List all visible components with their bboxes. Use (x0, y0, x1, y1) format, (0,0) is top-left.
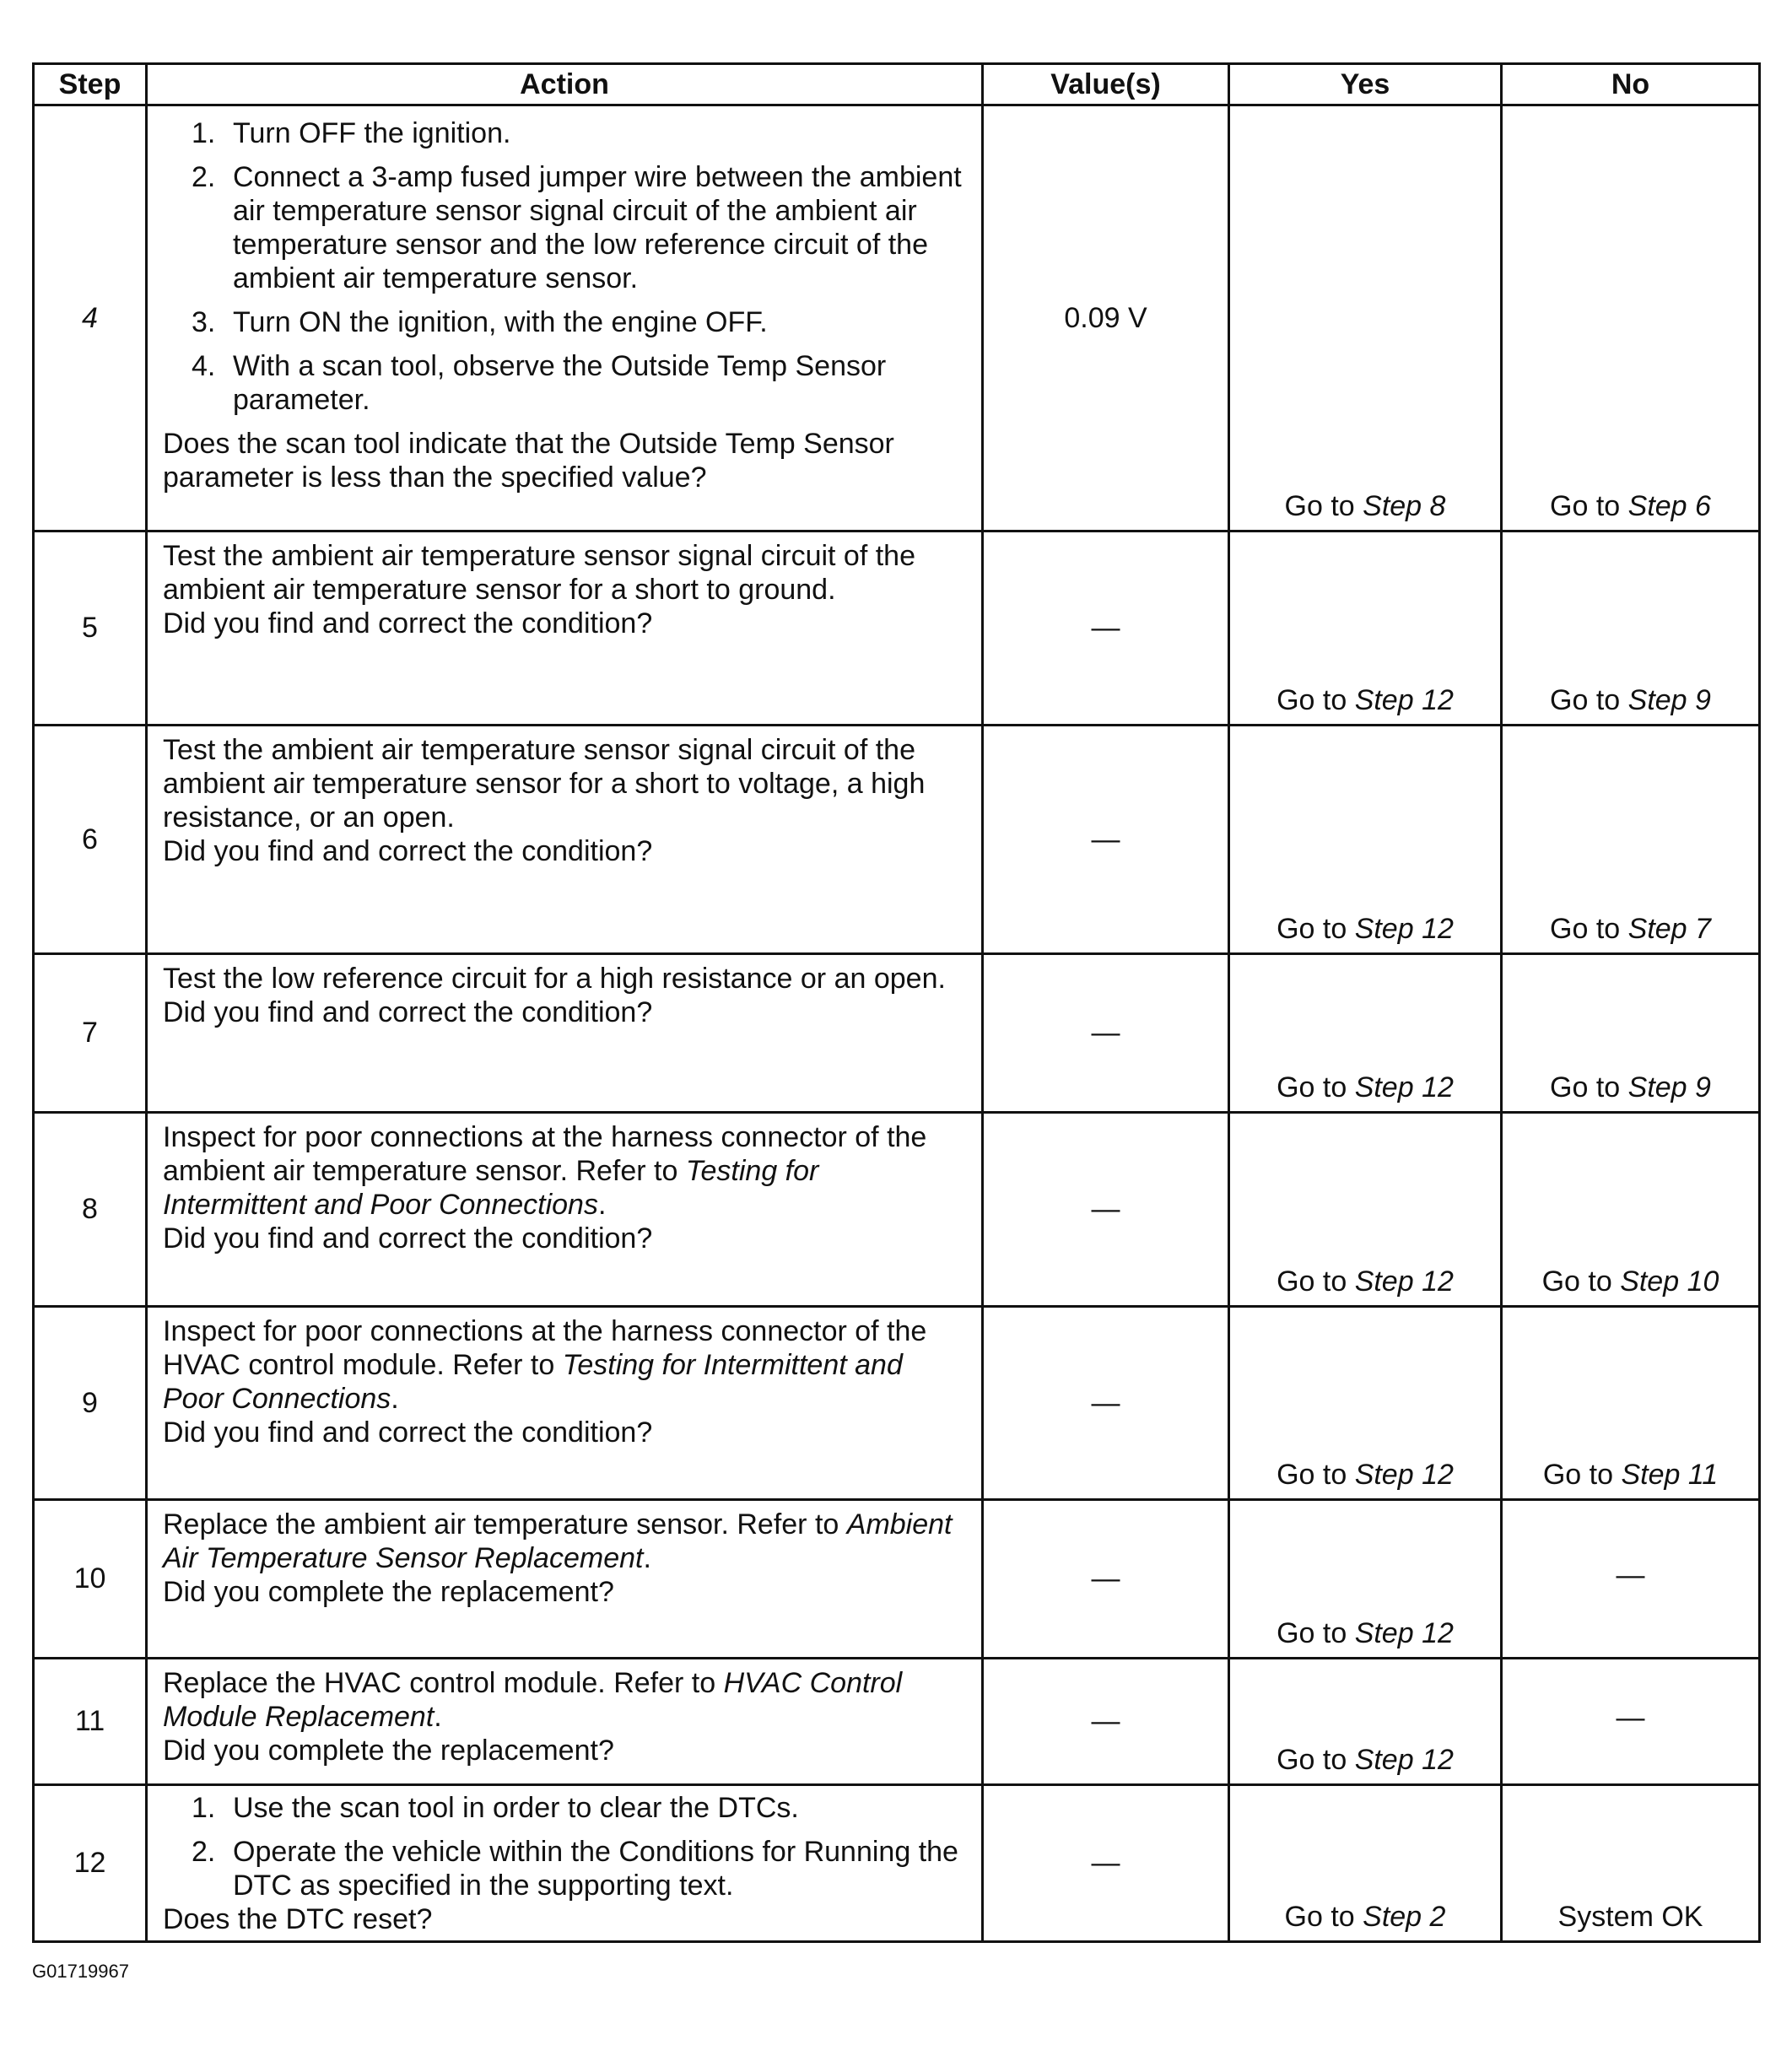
reference-link-text: Testing for Intermittent and Poor Connections (163, 1349, 903, 1415)
no-cell: — (1502, 1659, 1760, 1785)
action-cell (147, 1785, 983, 1942)
action-question: Does the scan tool indicate that the Outside Temp Sensor parameter is less than the specified value? (163, 428, 894, 494)
no-cell: Go to Step 10 (1502, 1113, 1760, 1307)
reference-link-text: HVAC Control Module Replacement (163, 1667, 903, 1733)
action-question: Did you find and correct the condition? (163, 1222, 653, 1255)
action-question: Did you find and correct the condition? (163, 835, 653, 867)
step-number: 12 (34, 1785, 147, 1942)
action-cell (147, 726, 983, 954)
list-item: 1. Turn OFF the ignition. (192, 117, 511, 149)
yes-cell: Go to Step 12 (1229, 1307, 1502, 1500)
step-number: 4 (34, 105, 147, 531)
no-cell: — (1502, 1500, 1760, 1659)
table-row (34, 1307, 1760, 1500)
step-number: 6 (34, 726, 147, 954)
no-cell: Go to Step 6 (1502, 105, 1760, 531)
action-cell (147, 105, 983, 531)
yes-cell: Go to Step 12 (1229, 1500, 1502, 1659)
action-text: Replace the HVAC control module. Refer to HVAC Control Module Replacement. (163, 1667, 903, 1733)
no-cell: Go to Step 11 (1502, 1307, 1760, 1500)
action-text: Test the low reference circuit for a high resistance or an open. (163, 963, 946, 995)
value-cell: — (983, 1113, 1229, 1307)
action-text: Inspect for poor connections at the harness connector of the ambient air temperature sensor. Refer to Testing for Intermittent and Poor Connections. (163, 1121, 927, 1221)
yes-cell: Go to Step 12 (1229, 1659, 1502, 1785)
action-question: Does the DTC reset? (163, 1903, 433, 1935)
step-number: 5 (34, 531, 147, 726)
header-values: Value(s) (983, 64, 1229, 105)
diagnostic-table (32, 62, 1761, 1943)
step-number: 10 (34, 1500, 147, 1659)
table-row (34, 105, 1760, 531)
table-row (34, 1500, 1760, 1659)
list-item: 3. Turn ON the ignition, with the engine OFF. (192, 306, 768, 338)
step-number: 9 (34, 1307, 147, 1500)
value-cell: 0.09 V (983, 105, 1229, 531)
action-text: Test the ambient air temperature sensor signal circuit of the ambient air temperature sensor for a short to ground. (163, 540, 915, 606)
no-cell: Go to Step 7 (1502, 726, 1760, 954)
table-row (34, 1659, 1760, 1785)
no-cell: Go to Step 9 (1502, 954, 1760, 1113)
action-text: Test the ambient air temperature sensor signal circuit of the ambient air temperature sensor for a short to voltage, a high resistance, or an open. (163, 734, 926, 834)
header-row (34, 64, 1760, 105)
header-step: Step (34, 64, 147, 105)
reference-link-text: Ambient Air Temperature Sensor Replacement (163, 1508, 953, 1574)
table-row (34, 1113, 1760, 1307)
value-cell: — (983, 531, 1229, 726)
reference-link-text: Testing for Intermittent and Poor Connections (163, 1155, 819, 1221)
value-cell: — (983, 1659, 1229, 1785)
value-cell: — (983, 1500, 1229, 1659)
table-row (34, 531, 1760, 726)
value-cell: — (983, 726, 1229, 954)
header-action: Action (147, 64, 983, 105)
value-cell: — (983, 1785, 1229, 1942)
figure-id: G01719967 (32, 1961, 129, 1982)
list-item: 2. Connect a 3-amp fused jumper wire between the ambient air temperature sensor signal circuit of the ambient air temperature sensor and the low reference circuit of the ambient air temperature sensor. (192, 161, 962, 294)
table-row (34, 726, 1760, 954)
action-steps-list (163, 1791, 968, 1902)
list-item: 4. With a scan tool, observe the Outside Temp Sensor parameter. (192, 350, 887, 416)
yes-cell: Go to Step 2 (1229, 1785, 1502, 1942)
no-cell: Go to Step 9 (1502, 531, 1760, 726)
yes-cell: Go to Step 12 (1229, 531, 1502, 726)
yes-cell: Go to Step 8 (1229, 105, 1502, 531)
header-yes: Yes (1229, 64, 1502, 105)
value-cell: — (983, 954, 1229, 1113)
action-steps-list (163, 113, 968, 427)
action-cell (147, 1659, 983, 1785)
action-question: Did you complete the replacement? (163, 1576, 614, 1608)
action-text: Replace the ambient air temperature sensor. Refer to Ambient Air Temperature Sensor Replacement. (163, 1508, 953, 1574)
action-question: Did you find and correct the condition? (163, 607, 653, 639)
action-question: Did you complete the replacement? (163, 1735, 614, 1767)
step-number: 11 (34, 1659, 147, 1785)
step-number: 7 (34, 954, 147, 1113)
action-cell (147, 954, 983, 1113)
value-cell: — (983, 1307, 1229, 1500)
action-cell (147, 531, 983, 726)
action-cell (147, 1307, 983, 1500)
action-cell (147, 1113, 983, 1307)
yes-cell: Go to Step 12 (1229, 726, 1502, 954)
step-number: 8 (34, 1113, 147, 1307)
action-cell (147, 1500, 983, 1659)
table-row (34, 1785, 1760, 1942)
action-text: Inspect for poor connections at the harness connector of the HVAC control module. Refer to Testing for Intermittent and Poor Connections. (163, 1315, 927, 1415)
action-question: Did you find and correct the condition? (163, 1416, 653, 1449)
table-row (34, 954, 1760, 1113)
list-item: 1. Use the scan tool in order to clear the DTCs. (192, 1792, 799, 1824)
no-cell: System OK (1502, 1785, 1760, 1942)
list-item: 2. Operate the vehicle within the Conditions for Running the DTC as specified in the supporting text. (192, 1836, 958, 1902)
header-no: No (1502, 64, 1760, 105)
yes-cell: Go to Step 12 (1229, 954, 1502, 1113)
action-question: Did you find and correct the condition? (163, 996, 653, 1028)
yes-cell: Go to Step 12 (1229, 1113, 1502, 1307)
